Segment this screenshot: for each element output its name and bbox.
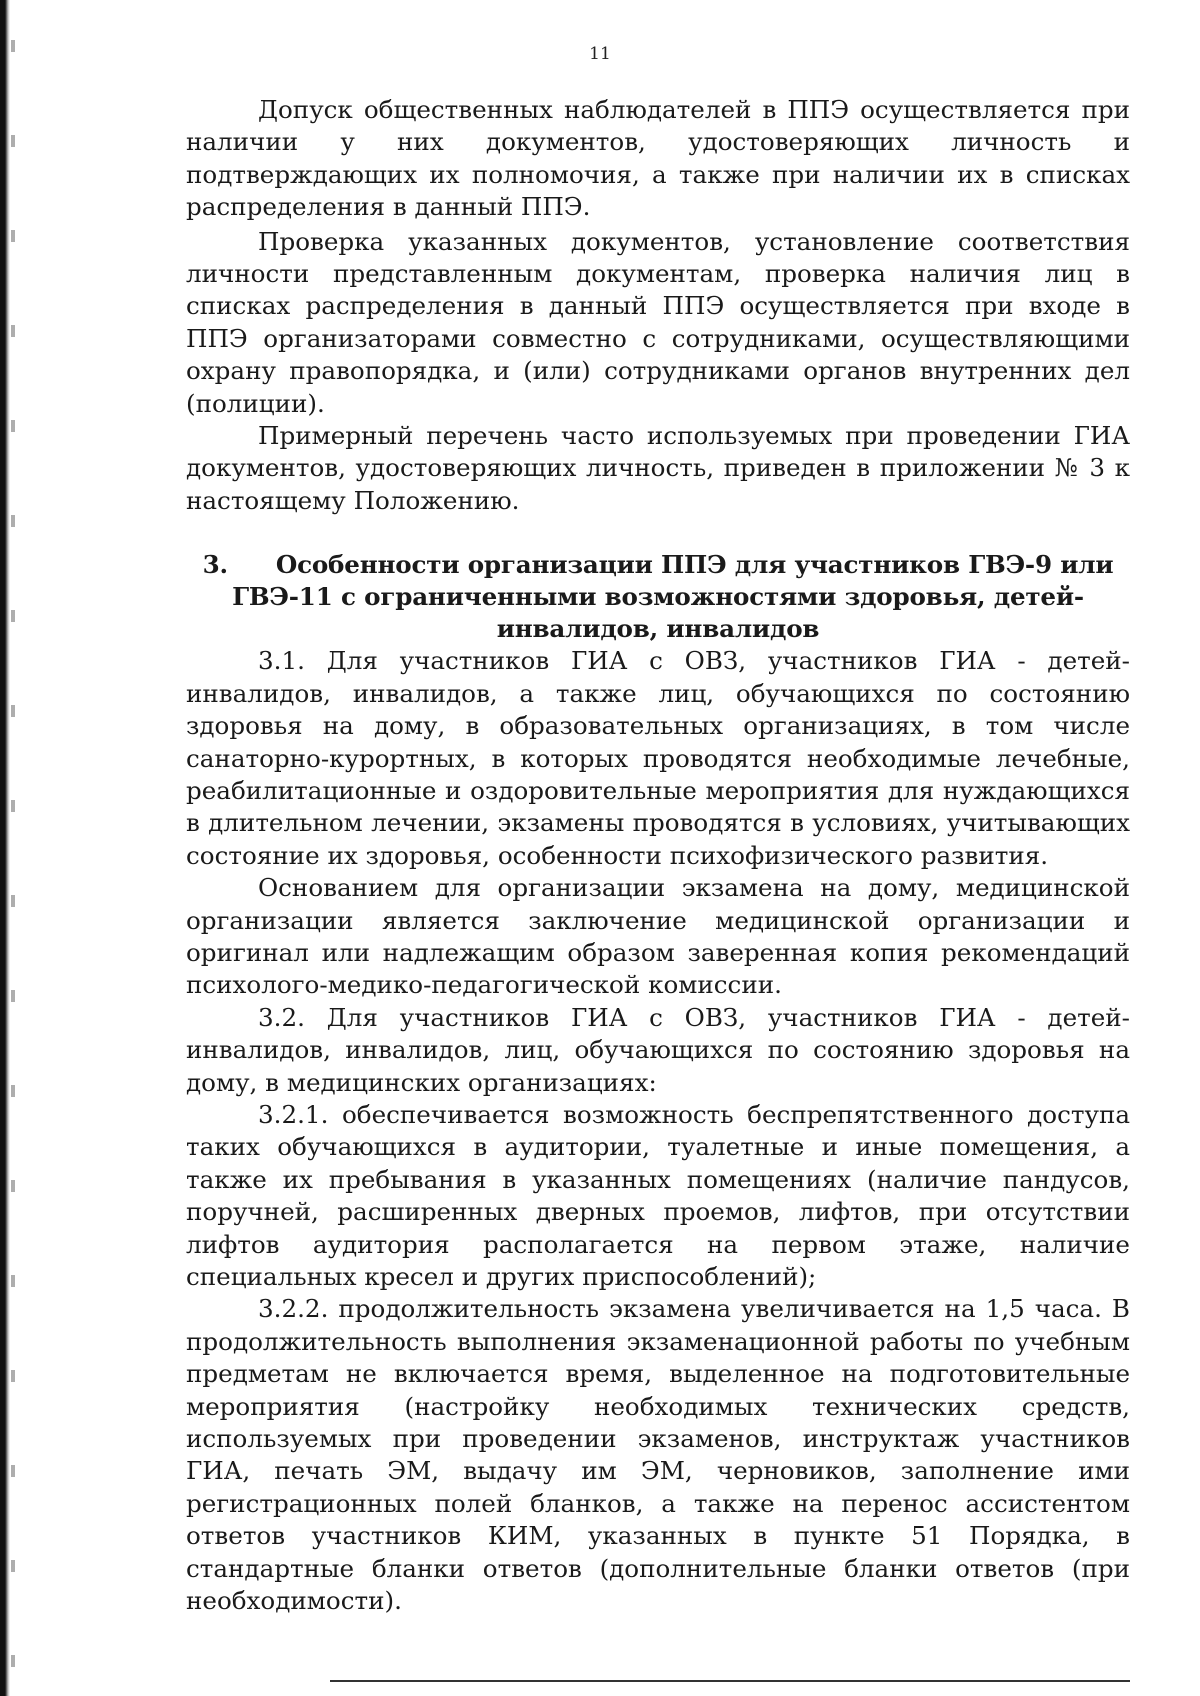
paragraph-3-2: 3.2. Для участников ГИА с ОВЗ, участников ГИА - детей-инвалидов, инвалидов, лиц, обучающихся по состоянию здоровья на дому, в медицинских организациях: (186, 1002, 1130, 1097)
document-body (186, 94, 1130, 1617)
paragraph-observers-admission: Допуск общественных наблюдателей в ППЭ осуществляется при наличии у них документов, удостоверяющих личность и подтверждающих их полномочия, а также при наличии их в списках распределения в данный ППЭ. (186, 95, 1130, 222)
footer-rule (330, 1680, 1130, 1682)
paragraph-3-1: 3.1. Для участников ГИА с ОВЗ, участников ГИА - детей-инвалидов, инвалидов, а также лиц, обучающихся по состоянию здоровья на дому, в образовательных организациях, в том числе санаторно-курортных, в которых проводятся необходимые лечебные, реабилитационные и оздоровительные мероприятия для нуждающихся в длительном лечении, экзамены проводятся в условиях, учитывающих состояние их здоровья, особенности психофизического развития. (186, 646, 1130, 870)
section-title: Особенности организации ППЭ для участников ГВЭ-9 или ГВЭ-11 с ограниченными возможностями здоровья, детей-инвалидов, инвалидов (232, 550, 1114, 644)
section-number: 3. (202, 550, 228, 580)
scan-left-edge (0, 0, 10, 1696)
paragraph-documents-list: Примерный перечень часто используемых при проведении ГИА документов, удостоверяющих личность, приведен в приложении № 3 к настоящему Положению. (186, 421, 1130, 515)
section-heading (186, 549, 1130, 645)
paragraph-3-2-1: 3.2.1. обеспечивается возможность беспрепятственного доступа таких обучающихся в аудитории, туалетные и иные помещения, а также их пребывания в указанных помещениях (наличие пандусов, поручней, расширенных дверных проемов, лифтов, при отсутствии лифтов аудитория располагается на первом этаже, наличие специальных кресел и других приспособлений); (186, 1099, 1130, 1291)
page-number: 11 (589, 44, 611, 64)
scan-edge-marks (11, 0, 15, 1696)
paragraph-home-exam-basis: Основанием для организации экзамена на дому, медицинской организации является заключение медицинской организации и оригинал или надлежащим образом заверенная копия рекомендаций психолого-медико-педагогической комиссии. (186, 873, 1130, 1000)
paragraph-documents-check: Проверка указанных документов, установление соответствия личности представленным документам, проверка наличия лиц в списках распределения в данный ППЭ осуществляется при входе в ППЭ организаторами совместно с сотрудниками, осуществляющими охрану правопорядка, и (или) сотрудниками органов внутренних дел (полиции). (186, 226, 1130, 418)
paragraph-3-2-2: 3.2.2. продолжительность экзамена увеличивается на 1,5 часа. В продолжительность выполнения экзаменационной работы по учебным предметам не включается время, выделенное на подготовительные мероприятия (настройку необходимых технических средств, используемых при проведении экзаменов, инструктаж участников ГИА, печать ЭМ, выдачу им ЭМ, черновиков, заполнение ими регистрационных полей бланков, а также на перенос ассистентом ответов участников КИМ, указанных в пункте 51 Порядка, в стандартные бланки ответов (дополнительные бланки ответов (при необходимости). (186, 1294, 1130, 1616)
